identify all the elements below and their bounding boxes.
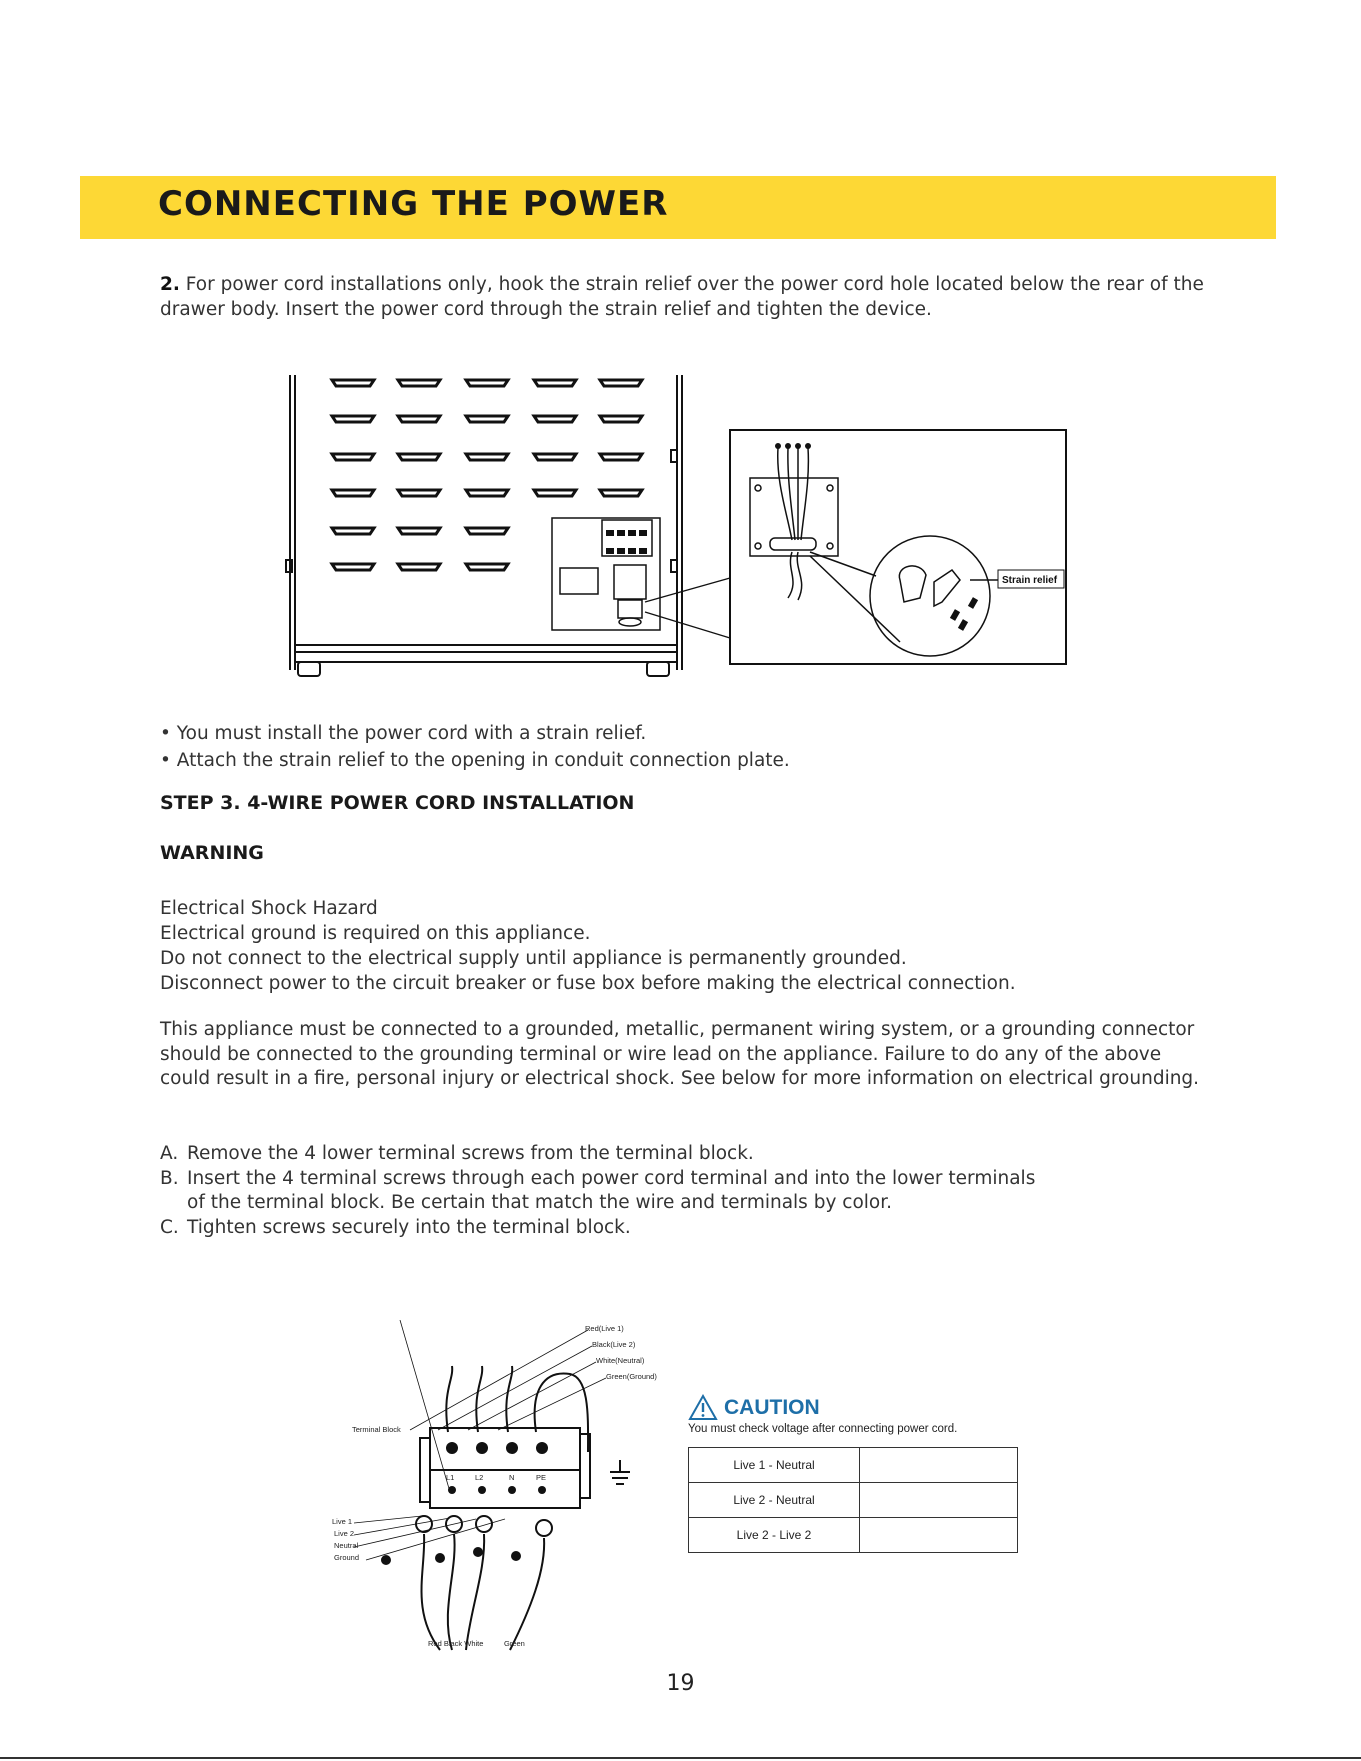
terminal-n-label: N — [509, 1473, 515, 1482]
table-cell: Live 2 - Live 2 — [689, 1518, 860, 1553]
terminal-screw — [617, 530, 625, 536]
vent-slot — [332, 380, 374, 386]
page-title: CONNECTING THE POWER — [158, 184, 669, 224]
white-neutral-label: White(Neutral) — [596, 1356, 645, 1365]
terminal-screw — [628, 530, 636, 536]
red-live1-label: Red(Live 1) — [585, 1324, 624, 1333]
green-wire-label: Green — [504, 1639, 525, 1648]
vent-slot — [466, 528, 508, 534]
vent-slot — [534, 416, 576, 422]
table-cell: Live 2 - Neutral — [689, 1483, 860, 1518]
table-row — [689, 1518, 1018, 1553]
caution-title-row — [688, 1394, 1018, 1421]
grounding-paragraph: This appliance must be connected to a grounded, metallic, permanent wiring system, or a grounding connector should be connected to the grounding terminal or wire lead on the appliance. Failure to do any of the above could result in a fire, personal injury or electrical shock. See below for more information on electrical grounding. — [160, 1019, 1200, 1089]
vent-slot — [600, 380, 642, 386]
terminal-screw — [628, 548, 636, 554]
warning-triangle-icon — [688, 1394, 718, 1421]
step-item — [160, 1216, 1040, 1241]
vent-slot — [534, 490, 576, 496]
terminal-screw — [606, 548, 614, 554]
step-number: 2. — [160, 274, 180, 295]
step-letter: C. — [160, 1216, 179, 1238]
terminal-l2-label: L2 — [475, 1473, 484, 1482]
terminal-screw — [639, 530, 647, 536]
vent-slot — [332, 454, 374, 460]
intro-paragraph — [160, 272, 1210, 322]
requirements-list — [160, 720, 790, 774]
vent-slot — [398, 416, 440, 422]
vent-slot — [332, 564, 374, 570]
vent-slot — [466, 454, 508, 460]
vent-slot — [332, 528, 374, 534]
vent-slot — [398, 564, 440, 570]
vent-slot — [534, 380, 576, 386]
step-letter: B. — [160, 1167, 179, 1189]
page-number: 19 — [666, 1671, 695, 1696]
table-cell: Live 1 - Neutral — [689, 1448, 860, 1483]
neutral-label: Neutral — [334, 1541, 359, 1550]
vent-slot — [466, 564, 508, 570]
vent-slot — [534, 454, 576, 460]
black-live2-label: Black(Live 2) — [592, 1340, 636, 1349]
voltage-entry-cell — [860, 1483, 1018, 1518]
header-banner — [80, 176, 1276, 239]
terminal-l1-label: L1 — [446, 1473, 455, 1482]
step-text: Tighten screws securely into the terminal block. — [187, 1216, 631, 1238]
vent-slot — [398, 528, 440, 534]
vent-slot — [398, 380, 440, 386]
caution-box — [688, 1394, 1018, 1553]
step-text: Insert the 4 terminal screws through each power cord terminal and into the lower terminals of the terminal block. Be certain that match the wire and terminals by color. — [187, 1167, 1036, 1213]
table-row — [689, 1448, 1018, 1483]
step-letter: A. — [160, 1143, 179, 1164]
terminal-screw — [606, 530, 614, 536]
warning-line: Disconnect power to the circuit breaker or fuse box before making the electrical connection. — [160, 973, 1016, 994]
vent-slot — [600, 416, 642, 422]
live2-label: Live 2 — [334, 1529, 355, 1538]
voltage-entry-cell — [860, 1518, 1018, 1553]
step3-heading: STEP 3. 4-WIRE POWER CORD INSTALLATION — [160, 792, 635, 814]
terminal-block-diagram — [330, 1320, 710, 1652]
vent-slot — [332, 490, 374, 496]
list-item: • You must install the power cord with a strain relief. — [160, 723, 647, 744]
drawer-rear-diagram — [280, 370, 1080, 700]
vent-slot — [466, 416, 508, 422]
live1-label: Live 1 — [332, 1517, 353, 1526]
strain-relief-label: Strain relief — [1002, 575, 1058, 586]
table-row — [689, 1483, 1018, 1518]
list-item: • Attach the strain relief to the opening in conduit connection plate. — [160, 750, 790, 771]
vent-slot — [600, 490, 642, 496]
wire-colors-label: Red Black White — [428, 1639, 484, 1648]
terminal-screw — [617, 548, 625, 554]
warning-heading: WARNING — [160, 842, 264, 864]
terminal-pe-label: PE — [536, 1473, 547, 1482]
warning-line: Electrical Shock Hazard — [160, 898, 378, 919]
vent-slot — [600, 454, 642, 460]
ground-label: Ground — [334, 1553, 360, 1562]
step-item — [160, 1142, 1040, 1167]
steps-list — [160, 1142, 1040, 1240]
step-text: Remove the 4 lower terminal screws from the terminal block. — [187, 1143, 754, 1164]
warning-line: Electrical ground is required on this appliance. — [160, 923, 591, 944]
voltage-entry-cell — [860, 1448, 1018, 1483]
vent-slot — [332, 416, 374, 422]
voltage-check-table — [688, 1447, 1018, 1553]
green-ground-label: Green(Ground) — [606, 1372, 657, 1381]
warning-text — [160, 896, 1016, 996]
warning-line: Do not connect to the electrical supply until appliance is permanently grounded. — [160, 948, 907, 969]
step-item — [160, 1167, 1040, 1216]
intro-text: For power cord installations only, hook the strain relief over the power cord hole located below the rear of the drawer body. Insert the power cord through the strain relief and tighten the device. — [160, 274, 1204, 320]
bottom-rule — [0, 1757, 1361, 1759]
vent-slot — [398, 490, 440, 496]
caution-title: CAUTION — [724, 1395, 820, 1419]
terminal-block-label: Terminal Block — [352, 1425, 401, 1434]
vent-slot — [466, 490, 508, 496]
vent-slot — [398, 454, 440, 460]
vent-slot — [466, 380, 508, 386]
terminal-screw — [639, 548, 647, 554]
caution-subtitle: You must check voltage after connecting power cord. — [688, 1423, 958, 1435]
